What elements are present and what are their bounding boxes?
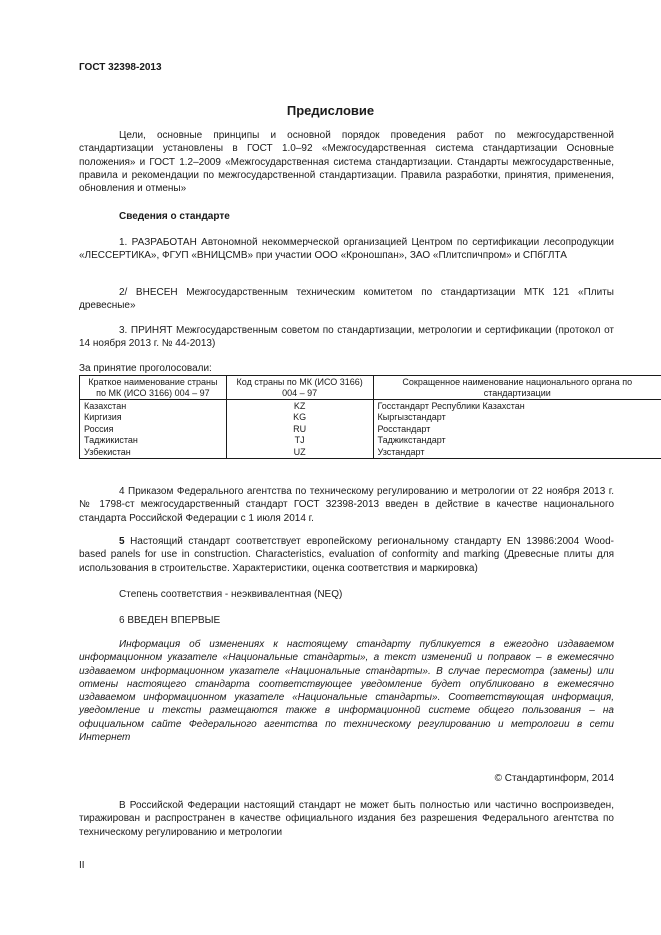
header-national-body: Сокращенное наименование национального органа по стандартизации (373, 376, 661, 400)
item-conformity-number: 5 (119, 536, 125, 547)
conformity-degree: Степень соответствия - неэквивалентная (NEQ) (119, 589, 343, 600)
page-title: Предисловие (286, 103, 375, 118)
cell-code: KG (226, 412, 373, 424)
cell-code: TJ (226, 435, 373, 447)
cell-country: Таджикистан (80, 435, 227, 447)
page-number: II (79, 860, 85, 871)
cell-body: Росстандарт (373, 423, 661, 435)
cell-code: RU (226, 423, 373, 435)
cell-country: Узбекистан (80, 446, 227, 458)
reproduction-rights: В Российской Федерации настоящий стандарт не может быть полностью или частично воспроизведен, тиражирован и распространен в качестве официального издания без разрешения Федерального агентства по техническому регулированию и метрологии (79, 800, 614, 838)
table-row (80, 423, 661, 435)
cell-country: Россия (80, 423, 227, 435)
cell-body: Кыргызстандарт (373, 412, 661, 424)
table-row (80, 446, 661, 458)
info-heading: Сведения о стандарте (119, 211, 230, 222)
table-row (80, 412, 661, 424)
item-conformity (79, 535, 614, 575)
cell-body: Таджикстандарт (373, 435, 661, 447)
item-enacted: 4 Приказом Федерального агентства по техническому регулированию и метрологии от 22 ноября 2013 г. № 1798-ст межгосударственный стандарт ГОСТ 32398-2013 введен в действие в качестве национального стандарта Российской Федерации с 1 июля 2014 г. (79, 486, 614, 524)
item-submitted: 2/ ВНЕСЕН Межгосударственным техническим комитетом по стандартизации МТК 121 «Плиты древесные» (79, 287, 614, 312)
item-adopted: 3. ПРИНЯТ Межгосударственным советом по стандартизации, метрологии и сертификации (протокол от 14 ноября 2013 г. № 44-2013) (79, 325, 614, 350)
copyright: © Стандартинформ, 2014 (494, 773, 614, 784)
table-header-row (80, 376, 661, 400)
cell-body: Госстандарт Республики Казахстан (373, 400, 661, 412)
table-row (80, 400, 661, 412)
cell-country: Казахстан (80, 400, 227, 412)
intro-paragraph: Цели, основные принципы и основной порядок проведения работ по межгосударственной стандартизации установлены в ГОСТ 1.0–92 «Межгосударственная система стандартизации Основные положения» и ГОСТ 1.2–2009 «Межгосударственная система стандартизации. Стандарты межгосударственные, правила и рекомендации по межгосударственной стандартизации. Правила разработки, принятия, применения, обновления и отмены» (79, 130, 614, 195)
states-table (79, 375, 661, 459)
cell-body: Узстандарт (373, 446, 661, 458)
cell-code: UZ (226, 446, 373, 458)
standard-code-header: ГОСТ 32398-2013 (79, 62, 162, 73)
header-country-name: Краткое наименование страны по МК (ИСО 3166) 004 – 97 (80, 376, 227, 400)
item-first-introduced: 6 ВВЕДЕН ВПЕРВЫЕ (119, 615, 221, 626)
header-country-code: Код страны по МК (ИСО 3166) 004 – 97 (226, 376, 373, 400)
cell-code: KZ (226, 400, 373, 412)
table-row (80, 435, 661, 447)
amendments-notice: Информация об изменениях к настоящему стандарту публикуется в ежегодно издаваемом информационном указателе «Национальные стандарты», а текст изменений и поправок – в ежемесячно издаваемом информационном указателе «Национальные стандарты». В случае пересмотра (замены) или отмены настоящего стандарта соответствующее уведомление будет опубликовано в ежемесячно издаваемом информационном указателе «Национальные стандарты». Соответствующая информация, уведомление и тексты размещаются также в информационной системе общего пользования – на официальном сайте Федерального агентства по техническому регулированию и метрологии в сети Интернет (79, 639, 614, 744)
vote-label: За принятие проголосовали: (79, 363, 212, 374)
item-developed: 1. РАЗРАБОТАН Автономной некоммерческой организацией Центром по сертификации лесопродукции «ЛЕССЕРТИКА», ФГУП «ВНИЦСМВ» при участии ООО «Кроношпан», ЗАО «Плитспичпром» и СПбГЛТА (79, 237, 614, 262)
item-conformity-text: Настоящий стандарт соответствует европейскому региональному стандарту EN 13986:2004 Wood-based panels for use in construction. Characteristics, evaluation of conformity and marking (Древесные плиты для использования в строительстве. Характеристики, оценка соответствия и маркировка) (79, 536, 614, 574)
cell-country: Киргизия (80, 412, 227, 424)
